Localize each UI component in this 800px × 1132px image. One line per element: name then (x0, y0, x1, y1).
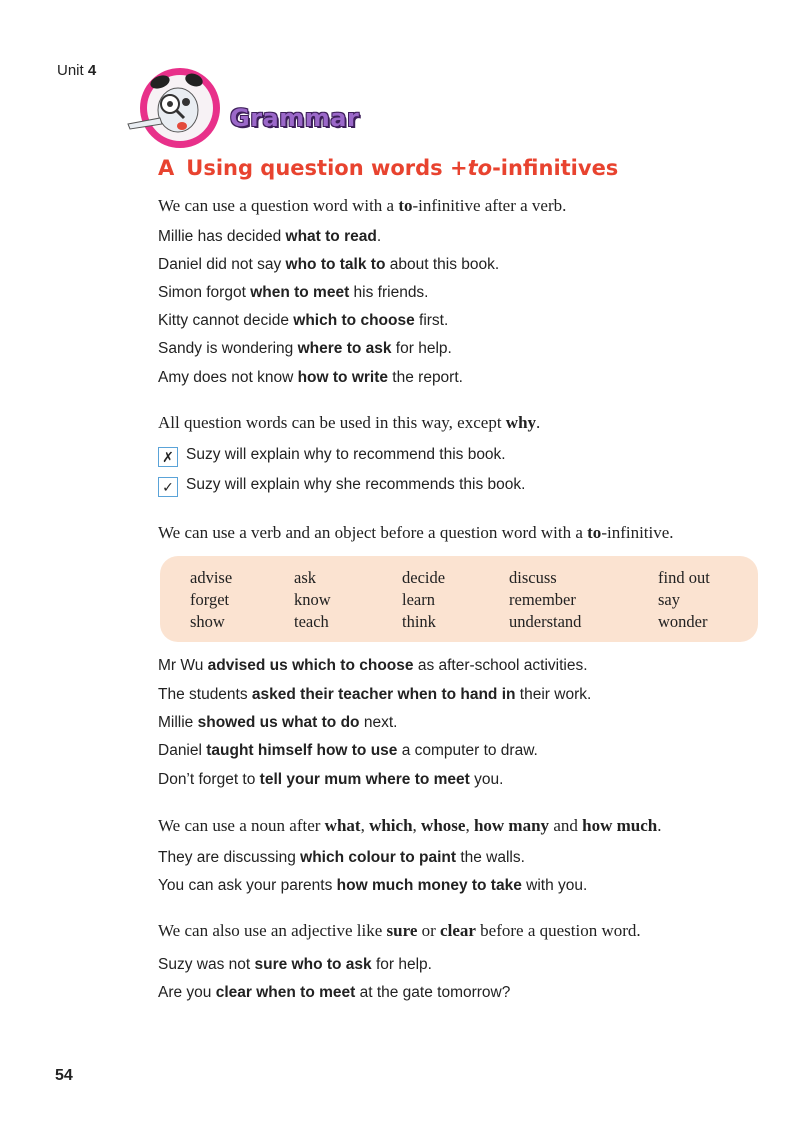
rule-text: We can use a noun after what, which, whose, how many and how much. (158, 816, 662, 835)
unit-label: Unit 4 (57, 62, 97, 79)
verb-item: know (294, 590, 331, 609)
verb-item: understand (509, 612, 582, 631)
example-sentence: Are you clear when to meet at the gate tomorrow? (158, 984, 511, 1001)
verb-item: remember (509, 590, 576, 609)
verb-item: teach (294, 612, 329, 631)
right-example: ✓ Suzy will explain why she recommends this book. (158, 476, 525, 497)
rule-text: All question words can be used in this way, except why. (158, 413, 541, 432)
example-sentence: They are discussing which colour to paint the walls. (158, 849, 525, 866)
cross-icon: ✗ (158, 447, 178, 467)
verb-item: forget (190, 590, 230, 609)
example-sentence: You can ask your parents how much money to take with you. (158, 877, 588, 894)
verb-item: ask (294, 568, 316, 587)
verb-item: advise (190, 568, 233, 587)
example-sentence: Amy does not know how to write the report. (158, 369, 463, 386)
example-sentence: The students asked their teacher when to hand in their work. (158, 686, 592, 703)
rule-text: We can use a question word with a to-infinitive after a verb. (158, 196, 567, 215)
section-heading: A Using question words +to-infinitives (158, 156, 619, 180)
example-sentence: Daniel taught himself how to use a computer to draw. (158, 742, 538, 759)
example-sentence: Mr Wu advised us which to choose as after-school activities. (158, 657, 588, 674)
wrong-example: ✗ Suzy will explain why to recommend this book. (158, 446, 506, 467)
example-sentence: Simon forgot when to meet his friends. (158, 284, 429, 301)
example-sentence: Sandy is wondering where to ask for help. (158, 340, 452, 357)
detective-dog-mascot-icon (124, 62, 224, 152)
verb-item: wonder (658, 612, 708, 631)
example-sentence: Millie showed us what to do next. (158, 714, 398, 731)
example-sentence: Kitty cannot decide which to choose first. (158, 312, 449, 329)
example-sentence: Millie has decided what to read. (158, 228, 382, 245)
verb-item: decide (402, 568, 446, 587)
rule-text: We can use a verb and an object before a question word with a to-infinitive. (158, 523, 674, 542)
grammar-title: Grammar (230, 104, 360, 132)
example-sentence: Daniel did not say who to talk to about this book. (158, 256, 500, 273)
verb-item: show (190, 612, 225, 631)
verb-item: learn (402, 590, 435, 609)
verb-item: discuss (509, 568, 557, 587)
check-icon: ✓ (158, 477, 178, 497)
verb-item: think (402, 612, 436, 631)
page-number: 54 (55, 1067, 73, 1084)
verb-item: find out (658, 568, 710, 587)
example-sentence: Suzy was not sure who to ask for help. (158, 956, 432, 973)
verb-item: say (658, 590, 680, 609)
rule-text: We can also use an adjective like sure or clear before a question word. (158, 921, 641, 940)
example-sentence: Don’t forget to tell your mum where to meet you. (158, 771, 504, 788)
